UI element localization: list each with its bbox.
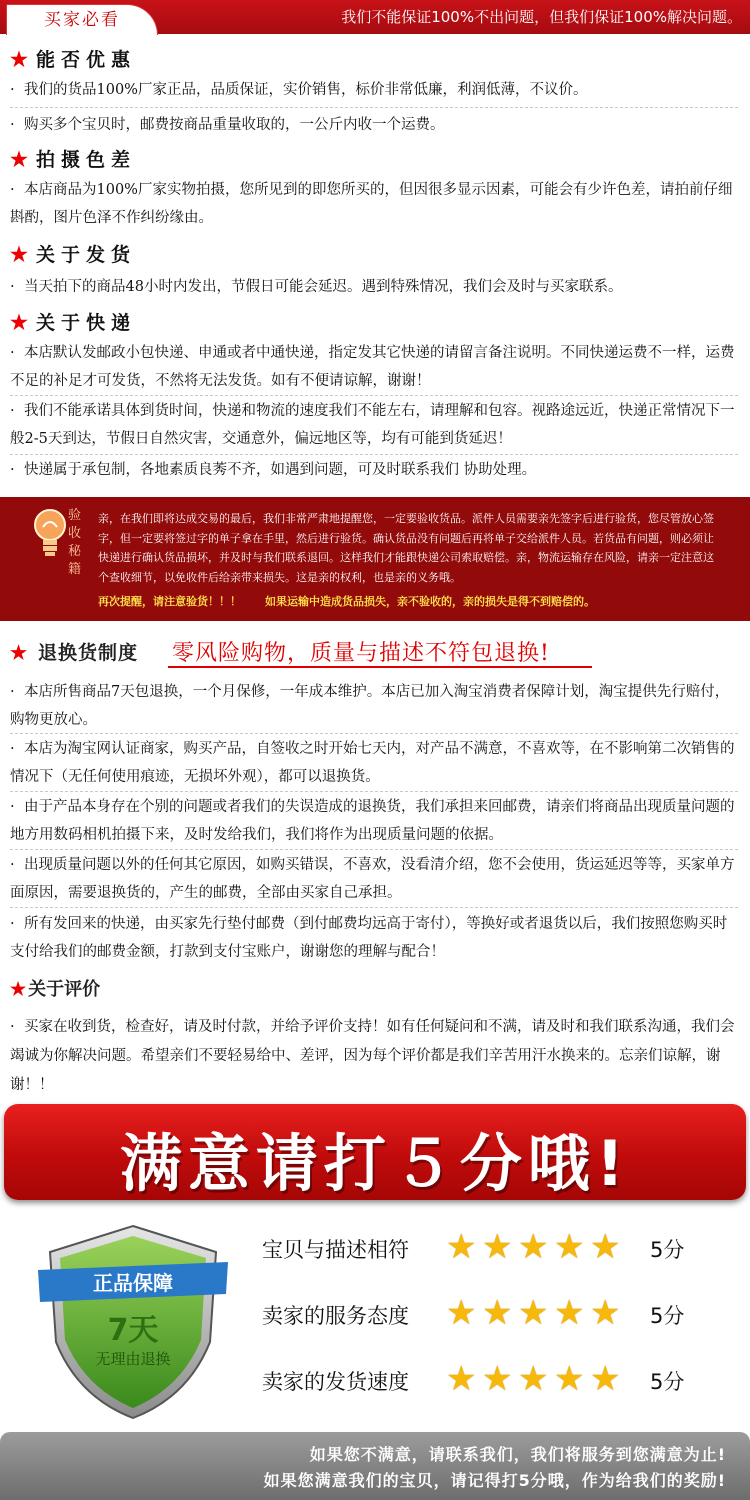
divider — [10, 454, 738, 455]
divider — [10, 733, 738, 734]
list-item: · 本店默认发邮政小包快递、申通或者中通快递，指定发其它快递的请留言备注说明。不同快递运费不一样，运费不足的补足才可发货，不然将无法发货。如有不便请谅解，谢谢！ — [10, 345, 735, 389]
section-title-evaluation: ★ 关于评价 — [10, 979, 101, 1000]
rating-stars — [446, 1359, 626, 1399]
star-icon: ★ — [590, 1359, 621, 1399]
rating-stars — [446, 1227, 626, 1267]
star-icon: ★ — [10, 147, 30, 171]
star-icon: ★ — [10, 47, 30, 71]
inspection-notice — [0, 497, 750, 621]
header-tab: 买家必看 — [6, 4, 158, 35]
badge-big-text: 7天 — [107, 1313, 159, 1348]
rating-score: 5分 — [650, 1370, 685, 1394]
star-icon: ★ — [518, 1293, 549, 1333]
divider — [10, 791, 738, 792]
star-icon: ★ — [10, 242, 30, 266]
rating-label: 卖家的服务态度 — [262, 1304, 409, 1328]
star-icon: ★ — [590, 1227, 621, 1267]
badge-ribbon-text: 正品保障 — [93, 1271, 173, 1295]
rating-banner — [4, 1104, 746, 1200]
section-title-discount: ★ 能否优惠 — [10, 47, 136, 71]
divider — [10, 107, 738, 108]
divider — [10, 907, 738, 908]
star-icon: ★ — [590, 1293, 621, 1333]
list-item: · 我们的货品100%厂家正品，品质保证，实价销售，标价非常低廉，利润低薄，不议价。 — [10, 82, 588, 98]
list-item: · 我们不能承诺具体到货时间，快递和物流的速度我们不能左右，请理解和包容。视路途远近，快递正常情况下一般2-5天到达，节假日自然灾害，交通意外，偏远地区等，均有可能到货延迟！ — [10, 403, 735, 447]
list-item: · 出现质量问题以外的任何其它原因，如购买错误，不喜欢，没看清介绍，您不会使用，货运延迟等等，买家单方面原因，需要退换货的，产生的邮费，全部由买家自己承担。 — [10, 857, 735, 901]
divider — [10, 395, 738, 396]
notice-warning-1: 再次提醒，请注意验货！！！ — [98, 595, 241, 608]
section-title-shipping: ★ 关于发货 — [10, 242, 136, 266]
list-item: · 购买多个宝贝时，邮费按商品重量收取的，一公斤内收一个运费。 — [10, 117, 445, 133]
notice-vertical-label: 验收秘籍 — [68, 508, 82, 577]
star-icon: ★ — [446, 1359, 477, 1399]
divider — [10, 849, 738, 850]
star-icon: ★ — [518, 1227, 549, 1267]
rating-label: 卖家的发货速度 — [262, 1370, 409, 1394]
returns-slogan: 零风险购物，质量与描述不符包退换! — [172, 641, 550, 666]
notice-body: 亲，在我们即将达成交易的最后，我们非常严肃地提醒您，一定要验收货品。派件人员需要亲先签字后进行验货，您尽管放心签字，但一定要将签过字的单子拿在手里，然后进行验货。确认货品没有问题后再将单子交给派件人员。若货品有问题，则必须让快递进行确认货品损坏，并及时与我们联系退回。这样我们才能跟快递公司索取赔偿。亲，物流运输存在风险，请亲一定注意这个查收细节，以免收件后给亲带来损失。这是亲的权利，也是亲的义务哦。 — [98, 512, 714, 584]
star-icon: ★ — [554, 1359, 585, 1399]
list-item: · 所有发回来的快递，由买家先行垫付邮费（到付邮费均远高于寄付），等换好或者退货以后，我们按照您购买时支付给我们的邮费金额，打款到支付宝账户，谢谢您的理解与配合！ — [10, 916, 728, 960]
section-title-courier: ★ 关于快递 — [10, 310, 136, 334]
footer-line-1: 如果您不满意，请联系我们，我们将服务到您满意为止! — [309, 1445, 726, 1464]
header-slogan: 我们不能保证100%不出问题，但我们保证100%解决问题。 — [341, 8, 742, 26]
list-item: · 本店所售商品7天包退换，一个月保修，一年成本维护。本店已加入淘宝消费者保障计划，淘宝提供先行赔付，购物更放心。 — [10, 684, 730, 728]
star-icon: ★ — [10, 310, 30, 334]
rating-label: 宝贝与描述相符 — [262, 1238, 409, 1262]
star-icon: ★ — [482, 1359, 513, 1399]
list-item: · 快递属于承包制，各地素质良莠不齐，如遇到问题，可及时联系我们 协助处理。 — [10, 462, 537, 478]
returns-slogan-underline — [168, 666, 592, 668]
star-icon: ★ — [482, 1227, 513, 1267]
star-icon: ★ — [446, 1227, 477, 1267]
star-icon: ★ — [554, 1227, 585, 1267]
star-icon: ★ — [10, 979, 27, 1000]
footer-bar — [0, 1432, 750, 1500]
star-icon: ★ — [10, 642, 29, 664]
star-icon: ★ — [518, 1359, 549, 1399]
star-icon: ★ — [446, 1293, 477, 1333]
star-icon: ★ — [482, 1293, 513, 1333]
section-title-color: ★ 拍摄色差 — [10, 147, 136, 171]
list-item: · 当天拍下的商品48小时内发出，节假日可能会延迟。遇到特殊情况，我们会及时与买家联系。 — [10, 279, 623, 295]
rating-banner-text: 满意请打５分哦! — [119, 1127, 631, 1200]
rating-score: 5分 — [650, 1238, 685, 1262]
evaluation-text: · 买家在收到货，检查好，请及时付款，并给予评价支持！如有任何疑问和不满，请及时和我们联系沟通，我们会竭诚为你解决问题。希望亲们不要轻易给中、差评，因为每个评价都是我们辛苦用汗水换来的。忘亲们谅解，谢谢！！ — [10, 1019, 735, 1093]
guarantee-shield-icon — [38, 1222, 228, 1422]
footer-line-2: 如果您满意我们的宝贝，请记得打5分哦，作为给我们的奖励! — [263, 1471, 726, 1490]
notice-warning — [98, 593, 738, 609]
badge-small-text: 无理由退换 — [95, 1350, 171, 1368]
notice-warning-2: 如果运输中造成货品损失，亲不验收的，亲的损失是得不到赔偿的。 — [265, 595, 595, 608]
lightbulb-icon — [30, 505, 70, 565]
section-title-returns: ★ 退换货制度 — [10, 642, 139, 664]
list-item: · 由于产品本身存在个别的问题或者我们的失误造成的退换货，我们承担来回邮费，请亲们将商品出现质量问题的地方用数码相机拍摄下来，及时发给我们，我们将作为出现质量问题的依据。 — [10, 799, 735, 843]
rating-score: 5分 — [650, 1304, 685, 1328]
list-item: · 本店商品为100%厂家实物拍摄，您所见到的即您所买的，但因很多显示因素，可能会有少许色差，请拍前仔细斟酌，图片色泽不作纠纷缘由。 — [10, 182, 733, 226]
list-item: · 本店为淘宝网认证商家，购买产品，自签收之时开始七天内，对产品不满意，不喜欢等，在不影响第二次销售的情况下（无任何使用痕迹，无损坏外观），都可以退换货。 — [10, 741, 735, 785]
star-icon: ★ — [554, 1293, 585, 1333]
rating-stars — [446, 1293, 626, 1333]
header-bar — [0, 0, 750, 34]
